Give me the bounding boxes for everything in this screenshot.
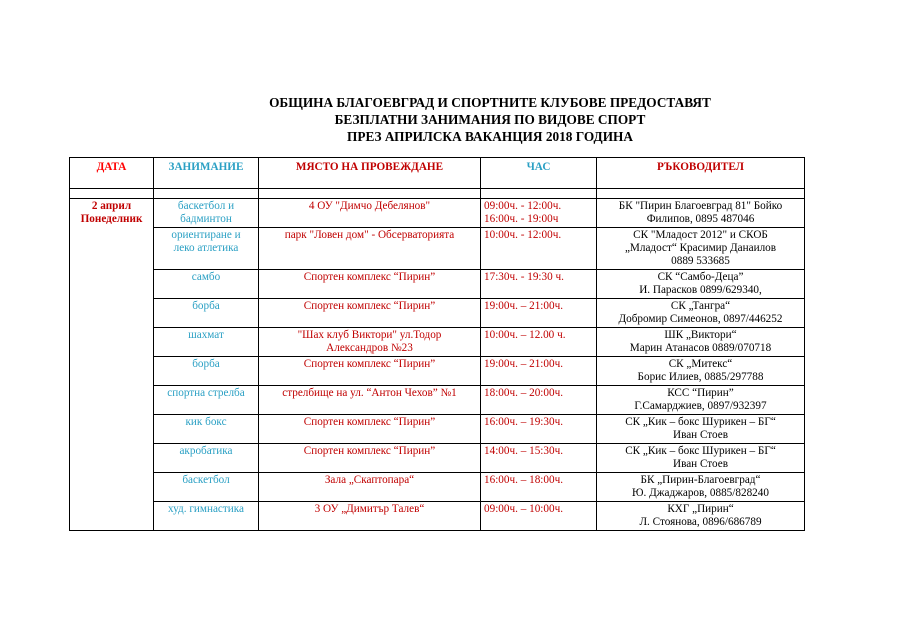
table-row — [70, 199, 805, 228]
leader-cell-line: И. Парасков 0899/629340, — [639, 284, 762, 296]
time-cell-line: 17:30ч. - 19:30 ч. — [484, 271, 564, 283]
time-cell-line: 16:00ч. - 19:00ч — [484, 213, 559, 225]
leader-cell-line: БК „Пирин-Благоевград“ — [640, 474, 761, 486]
spacer-row — [70, 189, 805, 199]
activity-cell-line: худ. гимнастика — [167, 503, 245, 515]
header-activity: ЗАНИМАНИЕ — [154, 158, 259, 189]
leader-cell-line: 0889 533685 — [671, 255, 730, 267]
place-cell-line: Зала „Скаптопара“ — [324, 474, 415, 486]
leader-cell-line: Иван Стоев — [673, 429, 728, 441]
time-cell-line: 16:00ч. – 18:00ч. — [484, 474, 564, 486]
activity-cell-line: борба — [192, 358, 220, 370]
activity-cell-line: баскетбол и — [177, 200, 235, 212]
table-header-row — [70, 158, 805, 189]
place-cell — [259, 199, 481, 228]
place-cell-line: "Шах клуб Виктори" ул.Тодор — [297, 329, 442, 341]
leader-cell-line: Г.Самарджиев, 0897/932397 — [634, 400, 767, 412]
table-row — [70, 328, 805, 357]
activity-cell — [154, 199, 259, 228]
leader-cell — [597, 444, 805, 473]
date-cell — [70, 199, 154, 531]
leader-cell-line: СК „Кик – бокс Шурикен – БГ“ — [625, 416, 776, 428]
time-cell-line: 10:00ч. - 12:00ч. — [484, 229, 562, 241]
table-body — [70, 189, 805, 531]
activity-cell — [154, 299, 259, 328]
time-cell — [481, 270, 597, 299]
place-cell-line: Спортен комплекс “Пирин” — [303, 271, 436, 283]
activity-cell-line: борба — [192, 300, 220, 312]
time-cell — [481, 228, 597, 270]
table-row — [70, 415, 805, 444]
leader-cell-line: КСС “Пирин” — [667, 387, 734, 399]
activity-cell — [154, 357, 259, 386]
table-row — [70, 357, 805, 386]
leader-cell-line: ШК „Виктори“ — [664, 329, 737, 341]
leader-cell-line: СК „Тангра“ — [670, 300, 731, 312]
place-cell — [259, 270, 481, 299]
document-title — [40, 94, 900, 145]
table-row — [70, 228, 805, 270]
activity-cell-line: леко атлетика — [173, 242, 239, 254]
leader-cell — [597, 502, 805, 531]
leader-cell — [597, 473, 805, 502]
leader-cell-line: СК „Митекс“ — [668, 358, 733, 370]
leader-cell-line: Л. Стоянова, 0896/686789 — [639, 516, 762, 528]
activity-cell — [154, 473, 259, 502]
title-line-3: ПРЕЗ АПРИЛСКА ВАКАНЦИЯ 2018 ГОДИНА — [347, 129, 633, 144]
time-cell — [481, 502, 597, 531]
activity-cell — [154, 270, 259, 299]
time-cell — [481, 415, 597, 444]
leader-cell — [597, 270, 805, 299]
leader-cell-line: Добромир Симеонов, 0897/446252 — [618, 313, 783, 325]
title-line-1: ОБЩИНА БЛАГОЕВГРАД И СПОРТНИТЕ КЛУБОВЕ ПРЕДОСТАВЯТ — [269, 95, 711, 110]
leader-cell-line: Марин Атанасов 0889/070718 — [629, 342, 772, 354]
activity-cell-line: самбо — [191, 271, 221, 283]
activity-cell-line: кик бокс — [185, 416, 227, 428]
table-row — [70, 473, 805, 502]
activity-cell — [154, 444, 259, 473]
time-cell-line: 14:00ч. – 15:30ч. — [484, 445, 564, 457]
activity-cell-line: баскетбол — [182, 474, 230, 486]
leader-cell — [597, 299, 805, 328]
place-cell — [259, 473, 481, 502]
title-line-2: БЕЗПЛАТНИ ЗАНИМАНИЯ ПО ВИДОВЕ СПОРТ — [334, 112, 646, 127]
table-row — [70, 270, 805, 299]
activity-cell-line: спортна стрелба — [167, 387, 245, 399]
place-cell-line: Спортен комплекс “Пирин” — [303, 416, 436, 428]
leader-cell-line: СК "Младост 2012" и СКОБ — [633, 229, 768, 241]
time-cell — [481, 386, 597, 415]
table-row — [70, 386, 805, 415]
leader-cell — [597, 386, 805, 415]
leader-cell — [597, 415, 805, 444]
leader-cell-line: Филипов, 0895 487046 — [646, 213, 755, 225]
leader-cell-line: „Младост“ Красимир Данаилов — [624, 242, 777, 254]
place-cell-line: Спортен комплекс “Пирин” — [303, 300, 436, 312]
activity-cell — [154, 386, 259, 415]
date-line2: Понеделник — [80, 213, 143, 225]
place-cell-line: 3 ОУ „Димитър Талев“ — [314, 503, 425, 515]
time-cell-line: 18:00ч. – 20:00ч. — [484, 387, 564, 399]
time-cell-line: 19:00ч. – 21:00ч. — [484, 300, 564, 312]
time-cell — [481, 473, 597, 502]
leader-cell-line: Иван Стоев — [673, 458, 728, 470]
leader-cell — [597, 357, 805, 386]
table-row — [70, 444, 805, 473]
activity-cell — [154, 415, 259, 444]
leader-cell-line: Ю. Джаджаров, 0885/828240 — [632, 487, 769, 499]
time-cell — [481, 199, 597, 228]
time-cell — [481, 328, 597, 357]
place-cell-line: 4 ОУ "Димчо Дебелянов" — [308, 200, 431, 212]
header-place: МЯСТО НА ПРОВЕЖДАНЕ — [259, 158, 481, 189]
place-cell — [259, 299, 481, 328]
activity-cell — [154, 228, 259, 270]
header-leader: РЪКОВОДИТЕЛ — [597, 158, 805, 189]
activity-cell-line: шахмат — [188, 329, 224, 341]
place-cell-line: стрелбище на ул. “Антон Чехов” №1 — [282, 387, 457, 399]
header-time: ЧАС — [481, 158, 597, 189]
schedule-table — [69, 157, 805, 531]
time-cell-line: 10:00ч. – 12.00 ч. — [484, 329, 566, 341]
leader-cell — [597, 228, 805, 270]
time-cell — [481, 444, 597, 473]
place-cell-line: Спортен комплекс “Пирин” — [303, 445, 436, 457]
header-date: ДАТА — [70, 158, 154, 189]
activity-cell — [154, 328, 259, 357]
place-cell — [259, 415, 481, 444]
leader-cell-line: СК “Самбо-Деца” — [657, 271, 744, 283]
leader-cell-line: СК „Кик – бокс Шурикен – БГ“ — [625, 445, 776, 457]
place-cell — [259, 502, 481, 531]
leader-cell-line: Борис Илиев, 0885/297788 — [637, 371, 764, 383]
leader-cell — [597, 328, 805, 357]
time-cell-line: 19:00ч. – 21:00ч. — [484, 358, 564, 370]
place-cell — [259, 328, 481, 357]
date-line1: 2 април — [91, 200, 132, 212]
activity-cell-line: акробатика — [179, 445, 233, 457]
leader-cell-line: БК "Пирин Благоевград 81" Бойко — [618, 200, 783, 212]
place-cell — [259, 228, 481, 270]
table-row — [70, 502, 805, 531]
time-cell-line: 16:00ч. – 19:30ч. — [484, 416, 564, 428]
place-cell-line: парк "Ловен дом" - Обсерваторията — [284, 229, 455, 241]
time-cell — [481, 357, 597, 386]
time-cell-line: 09:00ч. - 12:00ч. — [484, 200, 562, 212]
activity-cell — [154, 502, 259, 531]
activity-cell-line: бадминтон — [180, 213, 232, 225]
time-cell-line: 09:00ч. – 10:00ч. — [484, 503, 564, 515]
activity-cell-line: ориентиране и — [171, 229, 241, 241]
leader-cell — [597, 199, 805, 228]
place-cell-line: Спортен комплекс “Пирин” — [303, 358, 436, 370]
place-cell — [259, 444, 481, 473]
place-cell — [259, 357, 481, 386]
leader-cell-line: КХГ „Пирин“ — [667, 503, 734, 515]
time-cell — [481, 299, 597, 328]
table-row — [70, 299, 805, 328]
place-cell — [259, 386, 481, 415]
place-cell-line: Александров №23 — [326, 342, 413, 354]
